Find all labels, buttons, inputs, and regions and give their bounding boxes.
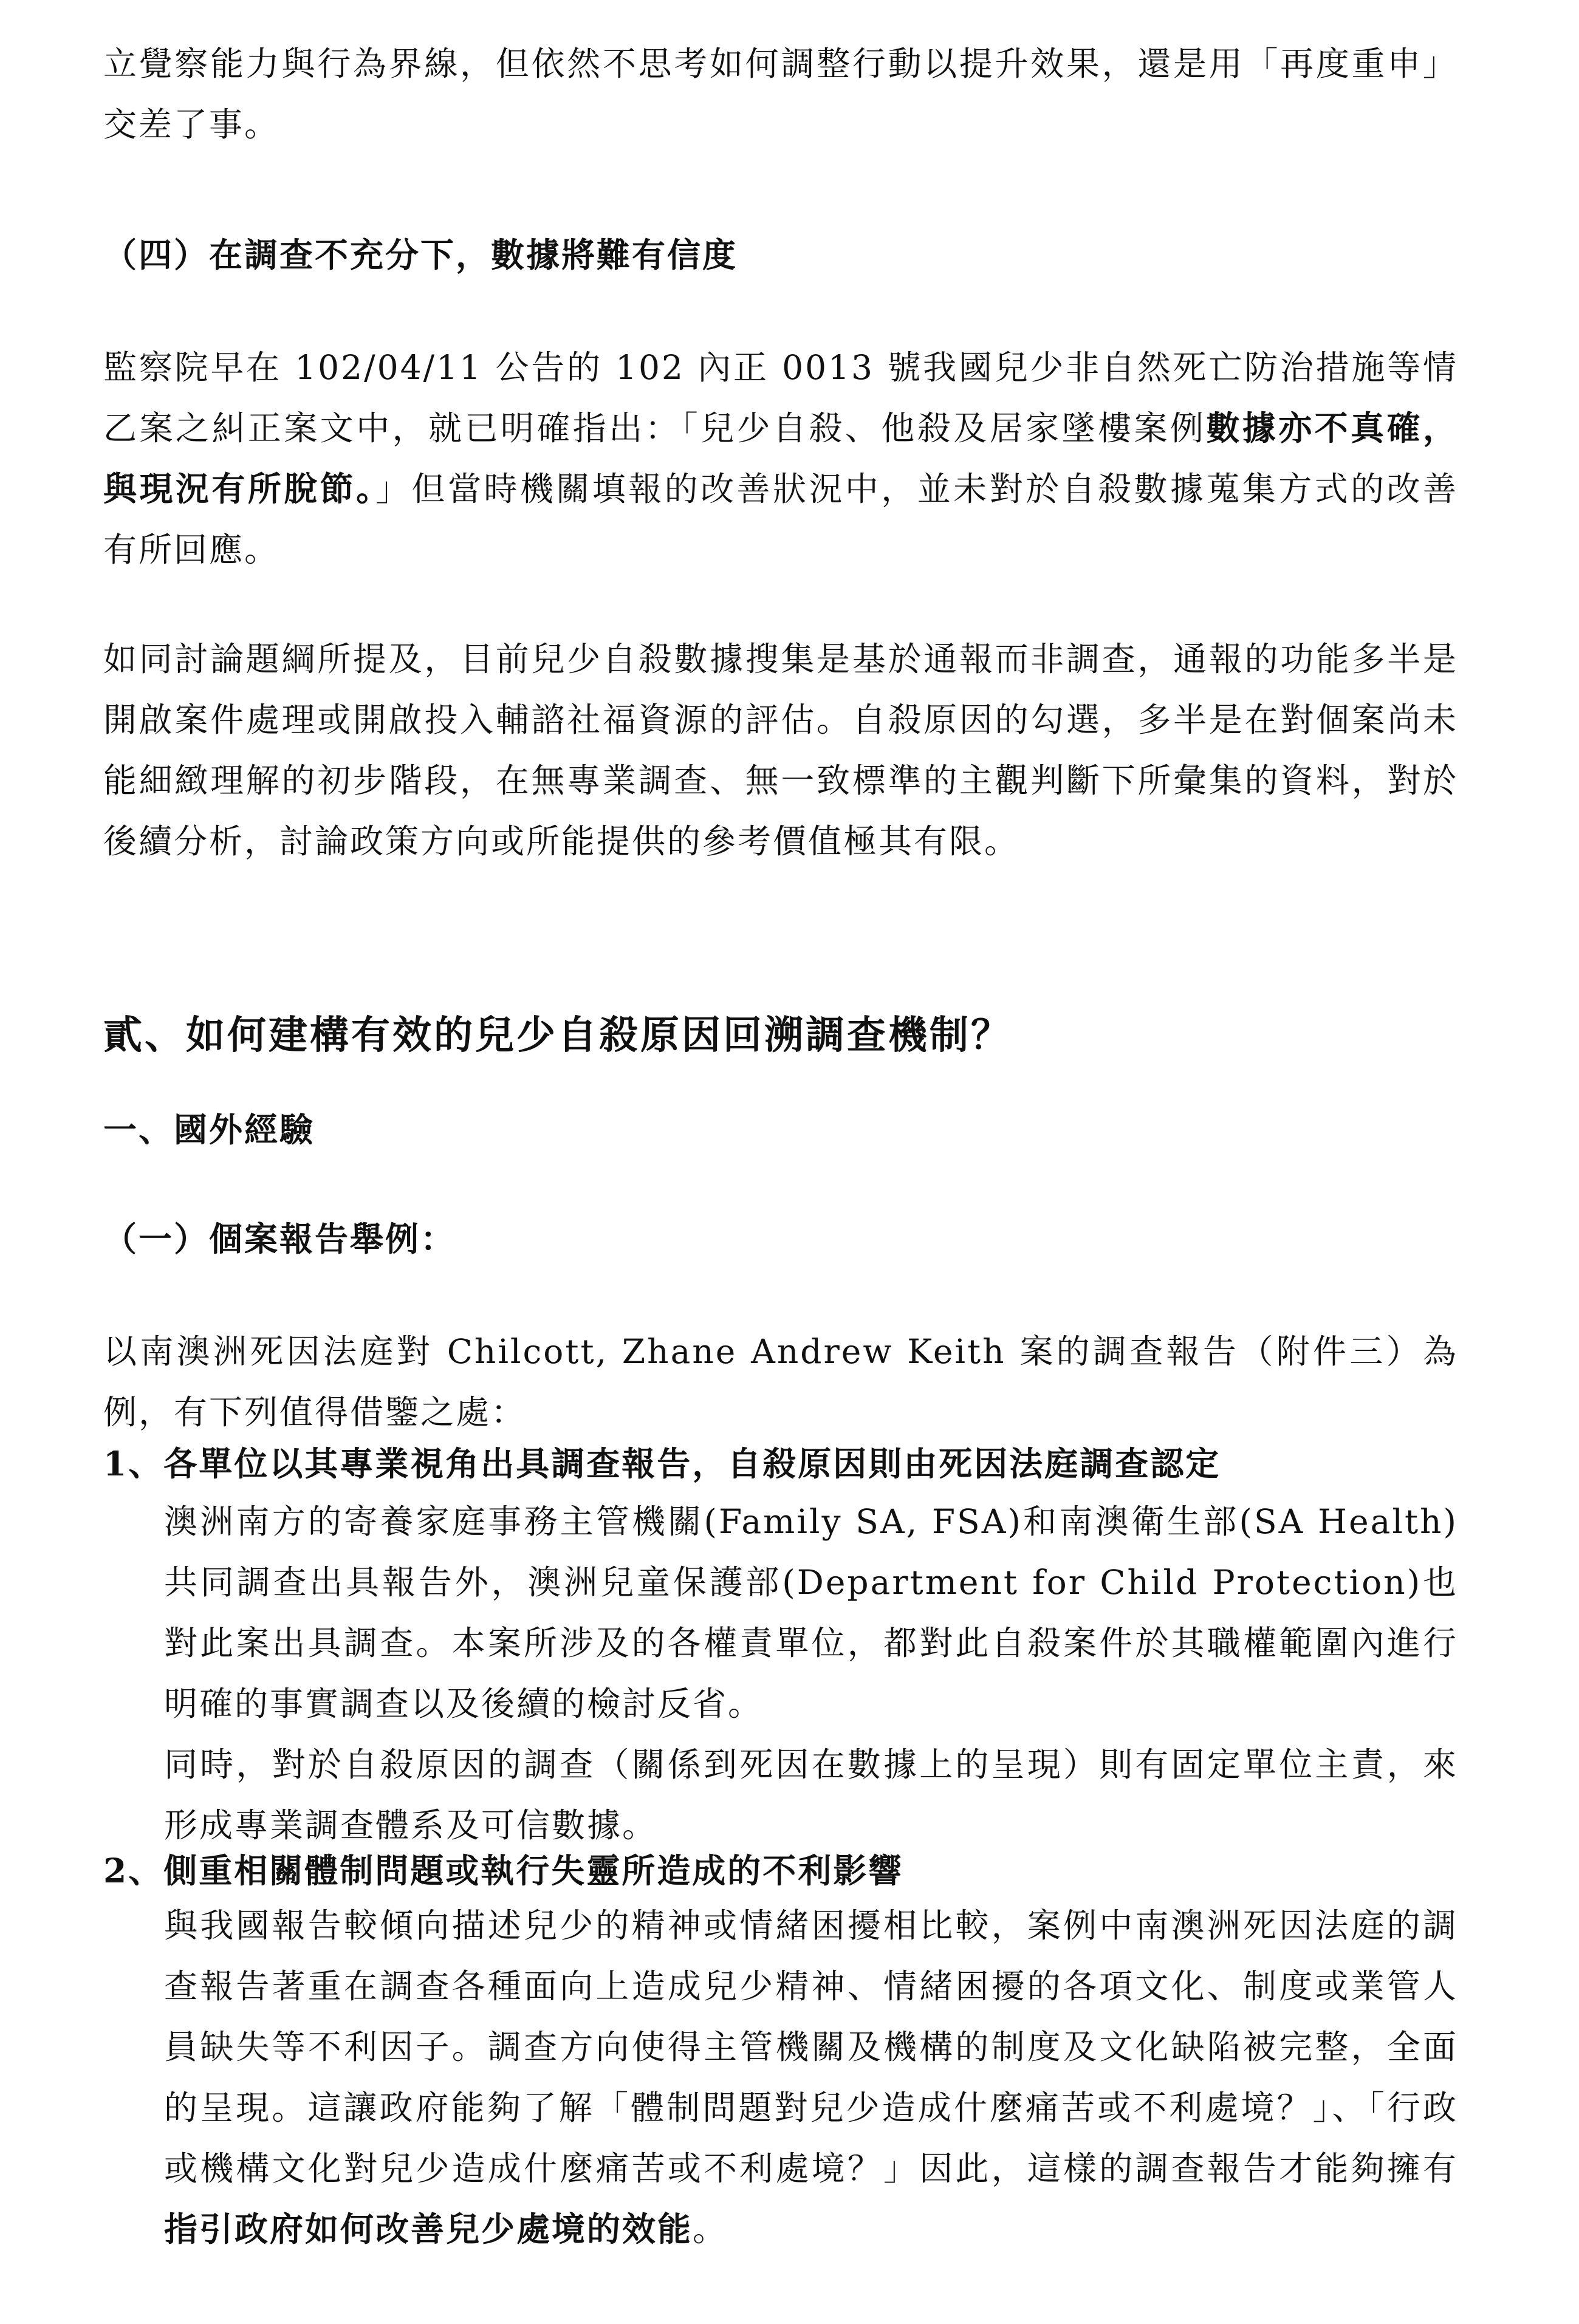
item-2-title: 2、側重相關體制問題或執行失靈所造成的不利影響 — [103, 1851, 904, 1890]
item-1-body — [164, 1491, 1458, 1856]
heading-four-data-credibility: （四）在調查不充分下，數據將難有信度 — [103, 235, 738, 275]
item-2-body-end: 。 — [693, 2210, 728, 2249]
correction-text-part1: 監察院早在 102/04/11 公告的 102 內正 0013 號我國兒少非自然死亡防治措施等情乙案之糾正案文中，就已明確指出：「兒少自殺、他殺及居家墜樓案例 — [103, 348, 1458, 448]
correction-text-part2: 」但當時機關填報的改善狀況中，並未對於自殺數據蒐集方式的改善有所回應。 — [103, 470, 1458, 569]
item-1-body-paragraph-1: 澳洲南方的寄養家庭事務主管機關(Family SA, FSA)和南澳衛生部(SA Health)共同調查出具報告外，澳洲兒童保護部(Department for Child Protection)也對此案出具調查。本案所涉及的各權責單位，都對此自殺案件於其職權範圍內進行明確的事實調查以及後續的檢討反省。 — [164, 1502, 1458, 1723]
paragraph-intro-continuation: 立覺察能力與行為界線，但依然不思考如何調整行動以提升效果，還是用「再度重申」交差了事。 — [103, 44, 1458, 144]
item-1-body-paragraph-2: 同時，對於自殺原因的調查（關係到死因在數據上的呈現）則有固定單位主責，來形成專業調查體系及可信數據。 — [164, 1745, 1458, 1845]
item-1-title: 1、各單位以其專業視角出具調查報告，自殺原因則由死因法庭調查認定 — [103, 1444, 1221, 1483]
item-2-body-text: 與我國報告較傾向描述兒少的精神或情緒困擾相比較，案例中南澳洲死因法庭的調查報告著重在調查各種面向上造成兒少精神、情緒困擾的各項文化、制度或業管人員缺失等不利因子。調查方向使得主管機關及機構的制度及文化缺陷被完整，全面的呈現。這讓政府能夠了解「體制問題對兒少造成什麼痛苦或不利處境？」、「行政或機構文化對兒少造成什麼痛苦或不利處境？」因此，這樣的調查報告才能夠擁有 — [164, 1906, 1458, 2188]
subsection-heading-foreign-experience: 一、國外經驗 — [103, 1110, 315, 1149]
section-heading-two: 貳、如何建構有效的兒少自殺原因回溯調查機制？ — [103, 1013, 1012, 1058]
correction-text-bold: 數據亦不真確，與現況有所脫節。 — [103, 408, 1458, 508]
paragraph-case-intro: 以南澳洲死因法庭對 Chilcott, Zhane Andrew Keith 案的調查報告（附件三）為例，有下列值得借鑒之處： — [103, 1332, 1458, 1432]
item-2-body-bold: 指引政府如何改善兒少處境的效能 — [164, 2209, 693, 2249]
item-2-body — [164, 1895, 1458, 2260]
paragraph-control-yuan-correction — [103, 337, 1458, 580]
paragraph-discussion-outline: 如同討論題綱所提及，目前兒少自殺數據搜集是基於通報而非調查，通報的功能多半是開啟案件處理或開啟投入輔諮社福資源的評估。自殺原因的勾選，多半是在對個案尚未能細緻理解的初步階段，在無專業調查、無一致標準的主觀判斷下所彙集的資料，對於後續分析，討論政策方向或所能提供的參考價值極其有限。 — [103, 640, 1458, 861]
case-heading-report-example: （一）個案報告舉例： — [103, 1219, 456, 1259]
